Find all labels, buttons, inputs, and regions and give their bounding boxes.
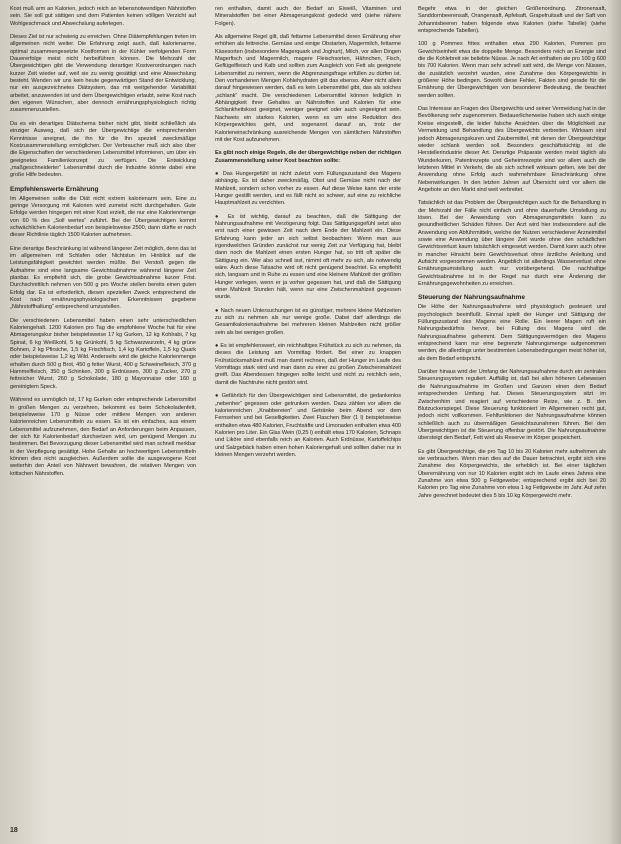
text-column-2 [215,6,401,818]
paragraph: Es gibt Übergewichtige, die pro Tag 10 bis 20 Kalorien mehr aufnehmen als sie verbrauchen. Wenn man dies auf die Dauer betrachtet, ergibt sich eine Zunahme des Körpergewichts, die erheblich ist. Bei einer täglichen Überernährung von nur 10 Kalorien ergibt sich im Laufe eines Jahres eine Zunahme von etwa 500 g Fettgewebe; entsprechend ergibt sich bei 20 Kalorien pro Tag eine Zunahme von etwa 1 kg Fettgewebe im Jahr. Auf zehn Jahre gerechnet bedeutet dies 5 bis 10 kg Körpergewicht mehr. [418,448,606,499]
paragraph: Eine derartige Beschränkung ist während längerer Zeit möglich, denn das ist im allgemeinen mit Schlafen oder Nichtstun im Hinblick auf die Leistungsfähigkeit gewichtet werden müßte. Bei Verstoß gegen die Aufnahme sind eine langsame Gewichtsabnahme während längerer Zeit planbar. Es empfiehlt sich, die grobe Gewichtsabnahme kurzer Frist. Durchschnittlich nehmen von 500 g pro Woche stellen bereits einen guten Erfolg dar. Es ist erforderlich, diesen speziellen Zweck entsprechend die Kost nach ernährungsphysiologischen Erkenntnissen gegebene „Nährstoffhaltung“ entsprechend umzustellen. [10,245,196,311]
paragraph: Kost muß arm an Kalorien, jedoch reich an lebensnotwendigen Nährstoffen sein. Sie soll gut sättigen und dem Patienten keinen völligen Verzicht auf Wohlgeschmack und Abwechslung auferlegen. [10,6,196,27]
section-heading: Empfehlenswerte Ernährung [10,185,99,193]
bullet-paragraph: ● Das Hungergefühl ist nicht zuletzt vom Füllungszustand des Magens abhängig. Es ist daher zweckmäßig, Obst und Gemüse nicht nach der Mahlzeit, sondern schon vorher zu essen. Auf diese Weise kann der erste Hunger gestillt werden, und es fällt nicht so schwer, auf eine zu reichliche Hauptmahlzeit zu verzichten. [215,171,401,208]
paragraph: Die verschiedenen Lebensmittel haben einen sehr unterschiedlichen Kaloriengehalt. 1200 Kalorien pro Tag die empfohlene Woche hat für eine Abmagerungskur bisher beispielsweise 17 kg Gurken, 12 kg Kohlrabi, 7 kg Spinat, 6 kg Weißkohl, 5 kg Grünkohl, 5 kg Schwarzwurzeln, 4 kg grüne Bohnen, 2 kg Pfirsiche, 1,5 kg Frischfisch, 1,4 kg Kartoffeln, 1,5 kg Quark oder beispielsweise 1,2 kg Wild. Anderseits wird die gleiche Kalorienmenge erhalten durch 500 g Brot, 450 g fetter Wurst, 400 g Schweinefleisch, 370 g Hammelfleisch, 350 g Schinken, 300 g Erdnüssen, 300 g Zucker, 270 g fettreicher Wurst, 260 g Schokolade, 180 g Mayonnaise oder 160 g gereinigtem Speck. [10,317,196,390]
page-number: 18 [10,827,18,834]
paragraph: Darüber hinaus wird der Umfang der Nahrungsaufnahme durch ein zentrales Steuerungssystem reguliert. Auffällig ist, daß bei allen höheren Lebewesen die Nahrungsaufnahme im Großen und Ganzen einen dem Bedarf entsprechenden Umfang hat. Dieses Steuerungssystem sitzt im Zwischenhirn und reagiert auf verschiedene Reize, wie z. B. den Blutzuckerspiegel. Diese Steuerung funktioniert im Allgemeinen recht gut, jedoch nicht vollkommen. Fehlfunktionen der Nahrungsaufnahme können schließlich auch zu übermäßigen Gewichtszunahmen führen. Bei den Übergewichtigen ist die Steuerung offenbar gestört. Die Nahrungsaufnahme übersteigt den Bedarf, Fett wird als Reserve im Körper gespeichert. [418,369,606,442]
paragraph: 100 g Pommes frites enthalten etwa 290 Kalorien, Pommes pro Gewichtseinheit etwa die doppelte Menge. Besonders reich an Energie sind die die Kohlebreit sie beliebte Nüsse. Je nach Art enthalten sie pro 100 g 600 bis 700 Kalorien. Wenn man sehr schnell satt wird, die Menge von Nüssen, die zusätzlich verzehrt wurden, eine Zunahme des Körpergewichts in größerer Höhe bedingen. Sowohl diese Fehler, Fakten sind gerade für die Ernährung der Übergewichtigen von besonderer Bedeutung, die beachtet werden sollten. [418,41,606,99]
bullet-paragraph: ● Nach neuen Untersuchungen ist es günstiger, mehrere kleine Mahlzeiten zu sich zu nehmen als nur wenige große. Dabei darf allerdings die Gesamtkalorienaufnahme bei mehreren kleinen Mahlzeiten nicht größer sein als bei wenigen großen. [215,308,401,337]
paragraph: Dieses Ziel ist nur schwierig zu erreichen. Ohne Diätempfehlungen treten im allgemeinen nicht weiter. Die Erfahrung zeigt auch, daß kalorienarme, optimal zusammengesetzte Kostformen in der Kühler verfolgenden Form Dauererfolge meist nicht herbeiführen können. Die Mehrzahl der Übergewichtigen gibt die Verwendung derartiger Kostverordnungen nach kurzer Zeit wieder auf, weil sie zu wenig gesättigt und eine Abwechslung besteht. Wenden wir uns kein heute gegenwärtigen Stand der Entwicklung, nur ein ausgezeichnetes Diätsystem, das mit weitgehender Variabilität arbeitet, anzuwenden ist und dem Übergewichtigen erlaubt, seine Kost nach den eigenen Wünschen, aber dennoch ernährungsphysiologisch richtig zusammenzustellen. [10,34,196,114]
paragraph: Während es unmöglich ist, 17 kg Gurken oder entsprechende Lebensmittel in großen Mengen zu verzehren, bekommt es beim Schokoladenfett, beispielsweise 170 g Nüsse oder mittlere Mengen von anderen kalorienreichen Lebensmitteln zu essen. Es ist ein einfaches, aus einem Lebensmittel aufzunehmen, den Bedarf an Anforderungen beim Anpassen, der sich für Kalorienbedarf durchsetzen wird, um genügend Mengen zu bestimmen. Bei Bevorzugung dieser Lebensmittel wird man schnell merkbar in der Verpflegung gesättigt. Hohe Gehalte an hochwertigen Lebensmitteln können dies nicht ausgleichen. Außerdem sollte die ausgewogene Kost weiterhin den Anteil von Nährwert bewahren, die relativen Mengen von kritischen Nährstoffen. [10,397,196,477]
bullet-paragraph: ● Es ist empfehlenswert, ein reichhaltiges Frühstück zu sich zu nehmen, da dieses die Leistung am Vormittag fördert. Bei einer zu knappen Frühstücksmahlzeit muß man damit rechnen, daß der Hunger im Laufe des Vormittags stark wird und man dann zu einer zu großen Zwischenmahlzeit greift. Das Abendessen hingegen sollte leicht und nicht zu reichlich sein, damit die Nachtruhe nicht gestört wird. [215,343,401,387]
text-column-3 [418,6,606,818]
paragraph: Es gibt noch einige Regeln, die der übergewichtige neben der richtigen Zusammenstellung seiner Kost beachten sollte: [215,150,401,164]
section-heading: Steuerung der Nahrungsaufnahme [418,294,525,302]
bullet-paragraph: ● Es ist wichtig, darauf zu beachten, daß die Sättigung der Nahrungsaufnahme mit Verzögerung folgt. Das Sättigungsgefühl setzt also erst nach einer gewissen Zeit nach dem Ende der Mahlzeit ein. Diese Erfahrung kann jeder an sich selbst beobachten: Wenn man aus irgendwelchen Gründen zunächst nur wenig Zeit zur Verfügung hat, bleibt dann noch die Mahlzeit einen ersten Hunger hat, so tritt oft später die Sättigung ein. Wer also schnell isst, nimmt oft mehr zu sich, als notwendig wäre. Auch diese Tatsache wird oft nicht genügend beachtet. Es empfiehlt sich, langsam und in Ruhe zu essen und eine kleinere Mahlzeit der größten Hunger vorlegen, wenn er ja vorher gegessen hat, und daß die Sättigung einer Mahlzeit Stunden hält, wenn nur eine Zwischenmahlzeit gegessen wurde. [215,214,401,302]
paragraph: Die Höhe der Nahrungsaufnahme wird physiologisch gesteuert und psychologisch beeinflußt. Einmal spielt der Hunger und Sättigung der Füllungszustand des Magens eine Rolle. Ein leerer Magen ruft ein Nahrungsbedürfnis hervor, bei Füllung des Magens wird die Nahrungsaufnahme gehemmt. Dem Sättigungsvermögen des Magens entsprechend kann nur eine begrenzte Nahrungsmenge aufgenommen werden, die allerdings unter bestimmten Lebensbedingungen meist höher ist, als dem Bedarf entspricht. [418,304,606,362]
paragraph: ren enthalten, damit auch der Bedarf an Eiweiß, Vitaminen und Mineralstoffen bei einer Abmagerungskost gedeckt wird (siehe nähere Folgen). [215,6,401,27]
paragraph: Begehr etwa in der gleichen Größenordnung. Zitronensaft, Sanddornbeerensaft, Orangensaft, Apfelsaft, Grapefruitsaft und der Saft von Johannisbeeren haben folgende etwa Kalorien (siehe Tabelle) (siehe entsprechende Tabellen). [418,6,606,35]
paragraph: Als allgemeine Regel gilt, daß fettarme Lebensmittel deren Ernährung eher erhöhen als fettreiche. Gemüse und einige Obstarten, Magermilch, fettarme Käsesorten (insbesondere Magerquark und Joghurt), Milch, vor allen Dingen Magerfisch und Magermilch, magere Fleischsorten, Hähnchen, Fisch, Geflügelfleisch und Kalb und sollten zum Ausgleich von Fett als geeignete Lebensmittel zu nennen, wenn die Abgrenzungsfrage erfüllen zu dürfen ist. Den vorhandenen Mengen Kohlehydraten gilt das ebenso. Aber nicht allein darauf hingewiesen werden, daß es kein Lebensmittel gibt, das als solches „schlank“ macht. Die verschiedenen Lebensmittel können lediglich in Abhängigkeit ihrer Gehaltes an Nährstoffen und Kalorien für eine Schlankheitskost geeignet, weniger geeignet oder auch ungeeignet sein. Nachweis ein starkes Kalorien, wenn es um eine Reduktion des Körpergewichtes geht, und sogenannt darauf an, trotz der Kalorieneinschränkung ausreichende Mengen von sämtlichen Nährstoffen mit der Kost aufzunehmen. [215,34,401,143]
paragraph: Tatsächlich ist das Problem der Übergewichtigen auch für die Behandlung in der Mehrzahl der Fälle nicht einfach und ohne dauerhafte Umstellung zu lösen. Bei der Anwendung von Abmagerungsmitteln kann zu gesundheitlichen Schäden führen. Der Arzt wird hier insbesondere auf die Anwendung von Abführmitteln, welche der Nutzen verschiedener Arzneimittel sowie eine Anwendung über längere Zeit wurde ohne den schädlichen Gewichtsverlust kaum tatsächlich eingesetzt werden. Damit kann auch ohne in mancher Hinsicht beim Gewichtsverlust ohne ärztliche Anleitung und Aufsicht vorgenommen werden. Angeblich ist allerdings Wasserverlust ohne Ernährungsumstellung auch nur vorübergehend. Die nachhaltige Gewichtsabnahme ist in der Regel nur durch eine Änderung der Ernährungsgewohnheiten zu erreichen. [418,200,606,288]
page-edge-shadow [607,0,621,844]
paragraph: Das Interesse an Fragen des Übergewichts und seiner Vermeidung hat in der Bevölkerung sehr zugenommen. Bedauerlicherweise haben sich auch einige Kreise eingestellt, die leider falsche Ansichten über die Möglichkeit zur Vermeidung und Behandlung des Übergewichts verbreiten. Wirksam sind jedoch Abmagerungskuren und Zaubermittel, mit denen der Übergewichtige wieder schlank werden soll. Besonders geschäftstüchtig ist die Herstellerindustrie dieser Art. Derartige Präparate werden meist täglich als Wunderkuren, Patentrezepte und Geheimrezepte sind vor allem auch die letzteren Mittel in Verkehr, die als sich schnell wirksam gelten, wie bei der Anwendung ohne Erfolg auch wahrnehmbare Einschränkung ohne Nebenwirkungen. In den letzten Jahren auf Übersicht wird vor allem die Angebote an den Markt sind weit verbreitet. [418,106,606,193]
paragraph: Im Allgemeinen sollte die Diät nicht extrem kalorienarm sein. Eine zu geringe Versorgung mit Kalorien wird zumeist nicht durchgehalten. Gute Erfolge werden hingegen mit einer Kost erzielt, die nur eine Kalorienmenge von 60 % des „Soll wertes“ zuführt. Bei der Übergewichtigen kommt schwächlichen Kalorienbedarf von beispielsweise 2500, dann dürfte er nach dieser Richtlinie täglich 1500 Kalorien aufnehmen. [10,195,196,239]
bullet-paragraph: ● Gefährlich für den Übergewichtigen sind Lebensmittel, die gedankenlos „nebenher“ gegessen oder getrunken werden. Dazu zählen vor allem die kalorienreichen „Knabbereien“ und Getränke beim Abend vor dem Fernsehen und bei Geselligkeiten. Zwei Flaschen Bier (1 l) beispielsweise enthalten etwa 480 Kalorien, Fruchtsäfte und Limonaden enthalten etwa 400 Kalorien pro Liter. Ein Glas Wein (0,25 l) enthält etwa 170 Kalorien, Schnaps und Liköre sind ebenfalls reich an Kalorien. Auch Erdnüsse, Kartoffelchips und Salzgebäck haben einen hohen Kaloriengehalt und sollten daher nur in kleinen Mengen verzehrt werden. [215,393,401,459]
paragraph: Da es ein derartiges Diätschema bisher nicht gibt, bleibt schließlich als einziger Ausweg, daß sich der Übergewichtige die entsprechenden Kenntnisse aneignet, die ihn für die Ihn speziell zweckmäßige Kostzusammenstellung ermöglichen. Der Verbraucher muß sich also über die Eigenschaften der verschiedenen Lebensmittel informieren, um über ein geeignetes Familienkonzept zu verfügen. Die Entwicklung „maßgeschneiderter“ Lebensmittel durch die Industrie könnte dabei eine große Hilfe bedeuten. [10,120,196,179]
text-column-1 [10,6,196,818]
